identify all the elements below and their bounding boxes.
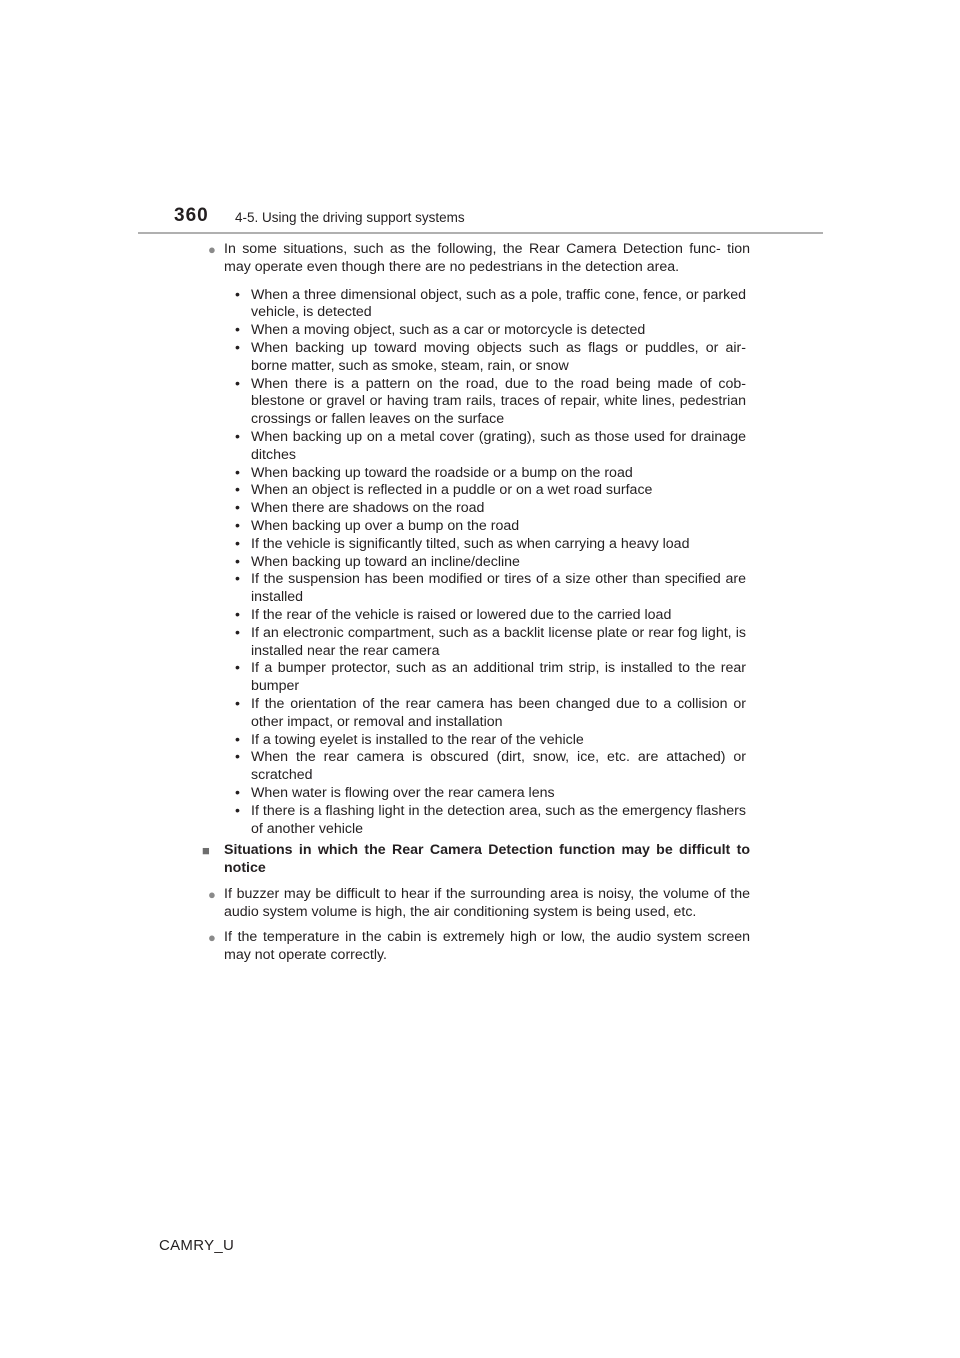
list-item: • When water is flowing over the rear camera lens [235,784,555,801]
notice-paragraph: ● If the temperature in the cabin is extremely high or low, the audio system screen may not operate correctly. [208,929,750,964]
dot-bullet-icon: • [235,553,240,570]
list-item: • When there is a pattern on the road, due to the road being made of cob- blestone or gravel or having tram rails, traces of repair, white lines, pedestrian crossings or fallen leaves on the surface [235,375,746,428]
list-item: • When backing up toward an incline/decline [235,553,520,570]
dot-bullet-icon: • [235,784,240,801]
main-content [202,241,750,965]
dot-bullet-icon: • [235,535,240,552]
list-item: • If the orientation of the rear camera has been changed due to a collision or other impact, or removal and installation [235,695,746,730]
list-item: • When the rear camera is obscured (dirt, snow, ice, etc. are attached) or scratched [235,749,746,784]
dot-bullet-icon: • [235,571,240,588]
circle-bullet-icon: ● [208,930,216,946]
dot-bullet-icon: • [235,517,240,534]
page-number: 360 [174,205,209,226]
list-item: • When there are shadows on the road [235,500,485,517]
list-item: • If an electronic compartment, such as a backlit license plate or rear fog light, is installed near the rear camera [235,624,746,659]
list-item: • When a moving object, such as a car or motorcycle is detected [235,322,646,339]
dot-bullet-icon: • [235,802,240,819]
dot-bullet-icon: • [235,606,240,623]
list-item: • If the suspension has been modified or tires of a size other than specified are installed [235,571,746,606]
circle-bullet-icon: ● [208,242,216,257]
list-item: • If a towing eyelet is installed to the rear of the vehicle [235,731,584,748]
list-item: • When an object is reflected in a puddle or on a wet road surface [235,482,653,499]
section-heading-text: Situations in which the Rear Camera Detection function may be difficult to notice [224,842,750,877]
page-header [174,204,824,232]
dot-bullet-icon: • [235,660,240,677]
dot-bullet-icon: • [235,375,240,392]
dot-bullet-icon: • [235,464,240,481]
list-item: • When backing up toward the roadside or a bump on the road [235,464,633,481]
notice-paragraph: ● If buzzer may be difficult to hear if the surrounding area is noisy, the volume of the audio system volume is high, the air conditioning system is being used, etc. [208,885,750,920]
dot-bullet-icon: • [235,286,240,303]
intro-text: In some situations, such as the following, the Rear Camera Detection func- tion may operate even though there are no pedestrians in the detection area. [224,241,750,275]
list-item: • When backing up toward moving objects such as flags or puddles, or air- borne matter, such as smoke, steam, rain, or snow [235,339,746,374]
list-item: • If there is a flashing light in the detection area, such as the emergency flashers of another vehicle [235,802,746,837]
dot-bullet-icon: • [235,482,240,499]
list-item: • If a bumper protector, such as an additional trim strip, is installed to the rear bumper [235,660,746,695]
intro-paragraph [208,241,750,277]
dot-bullet-icon: • [235,500,240,517]
situation-list [208,287,750,839]
dot-bullet-icon: • [235,428,240,445]
list-item: • When backing up on a metal cover (grating), such as those used for drainage ditches [235,428,746,463]
circle-bullet-icon: ● [208,886,216,902]
list-item: • If the rear of the vehicle is raised or lowered due to the carried load [235,606,672,623]
dot-bullet-icon: • [235,749,240,766]
list-item: • When a three dimensional object, such as a pole, traffic cone, fence, or parked vehicle, is detected [235,286,746,321]
header-divider [138,232,823,234]
dot-bullet-icon: • [235,695,240,712]
model-code: CAMRY_U [159,1237,235,1254]
list-item: • When backing up over a bump on the road [235,517,520,534]
dot-bullet-icon: • [235,731,240,748]
dot-bullet-icon: • [235,624,240,641]
dot-bullet-icon: • [235,322,240,339]
list-item: • If the vehicle is significantly tilted, such as when carrying a heavy load [235,535,690,552]
square-bullet-icon: ■ [202,843,210,859]
section-heading [202,842,750,878]
section-title: 4-5. Using the driving support systems [235,210,465,225]
dot-bullet-icon: • [235,339,240,356]
